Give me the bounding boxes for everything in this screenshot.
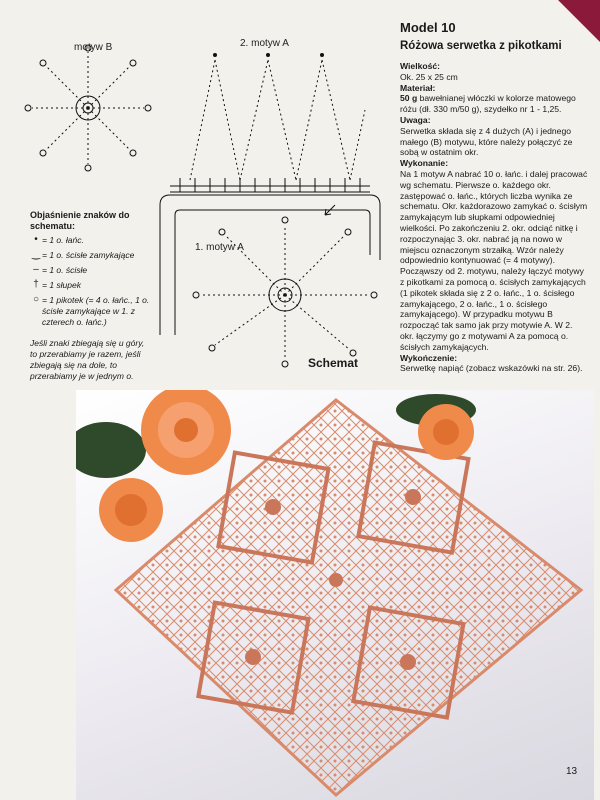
legend-item — [30, 280, 150, 291]
material-paragraph — [400, 93, 588, 115]
chain-dot-icon: • — [34, 234, 38, 245]
note-heading: Uwaga: — [400, 114, 431, 125]
legend-note: Jeśli znaki zbiegają się u góry, to przerabiamy je razem, jeśli zbiegają się na dole, to przerabiamy je w jednym o. — [30, 338, 145, 381]
legend-item-text: = 1 o. ścisłe zamykające — [42, 250, 135, 260]
pattern-title: Różowa serwetka z pikotkami — [400, 40, 562, 52]
finishing-heading: Wykończenie: — [400, 352, 458, 363]
doily-illustration — [76, 390, 594, 800]
single-crochet-icon: – — [33, 264, 39, 275]
picot-icon: ○ — [32, 294, 40, 305]
legend-item — [30, 295, 150, 328]
legend-item-text: = 1 o. łańc. — [42, 235, 84, 245]
execution-heading: Wykonanie: — [400, 158, 449, 169]
material-weight: 50 g — [400, 93, 418, 104]
article-text — [400, 20, 588, 374]
motif-a1-drawing — [160, 195, 380, 367]
motif-b-drawing — [25, 45, 151, 171]
note-text: Serwetka składa się z 4 dużych (A) i jednego małego (B) motywu, które należy połączyć ze sobą w ostatnim okr. — [400, 125, 573, 158]
material-heading: Materiał: — [400, 82, 436, 93]
schemat-label: Schemat — [308, 356, 359, 370]
page-number: 13 — [566, 766, 578, 777]
legend-item — [30, 265, 150, 276]
finishing-text: Serwetkę napiąć (zobacz wskazówki na str. 26). — [400, 363, 583, 374]
legend-item-text: = 1 słupek — [42, 280, 81, 290]
chart-legend — [30, 210, 150, 382]
size-text: Ok. 25 x 25 cm — [400, 71, 458, 82]
motif-a2-label: 2. motyw A — [240, 38, 289, 49]
slip-stitch-icon: ‿ — [31, 249, 41, 260]
motif-a1-label: 1. motyw A — [195, 242, 244, 253]
legend-item — [30, 235, 150, 246]
doily-photo — [76, 390, 594, 800]
material-text: bawełnianej włóczki w kolorze matowego różu (dł. 330 m/50 g), szydełko nr 1 - 1,25. — [400, 93, 576, 115]
model-title: Model 10 — [400, 20, 456, 35]
motif-b-label: motyw B — [74, 42, 113, 53]
size-heading: Wielkość: — [400, 61, 441, 71]
legend-item-text: = 1 o. ścisłe — [42, 265, 88, 275]
legend-item — [30, 250, 150, 261]
legend-title: Objaśnienie znaków do schematu: — [30, 210, 130, 231]
motif-a2-drawing — [190, 60, 365, 180]
treble-icon: † — [33, 279, 39, 290]
execution-text: Na 1 motyw A nabrać 10 o. łańc. i dalej pracować wg schematu. Pierwsze o. każdego okr. zastępować o. łańc., których liczba wynika ze schematu. Okr. każdorazowo zamykać o. ścisłym zamykającym lub słupkami odpowiedniej wielkości. Po zakończeniu 2. okr. odciąć nitkę i rozpoczynając 3. okr. nabrać ją na nowo w miejscu oznaczonym strzałką. Wzór należy odpowiednio kontynuować (= 4 motywy). Począwszy od 2. motywu, należy łączyć motywy z pikotkami za pomocą o. ścisłych zamykających (1 pikotek składa się z 2 o. łańc., 1 o. ścisłego zamykającego, 2 o. łańc., 1 o. ścisłego zamykającego). W przypadku motywu B rozpocząć tak samo jak przy motywie A. W 2. okr. łączymy go z motywami A za pomocą o. ścisłych zamykających. — [400, 168, 588, 352]
legend-item-text: = 1 pikotek (= 4 o. łańc., 1 o. ścisłe zamykające w 1. z czterech o. łańc.) — [42, 295, 150, 327]
